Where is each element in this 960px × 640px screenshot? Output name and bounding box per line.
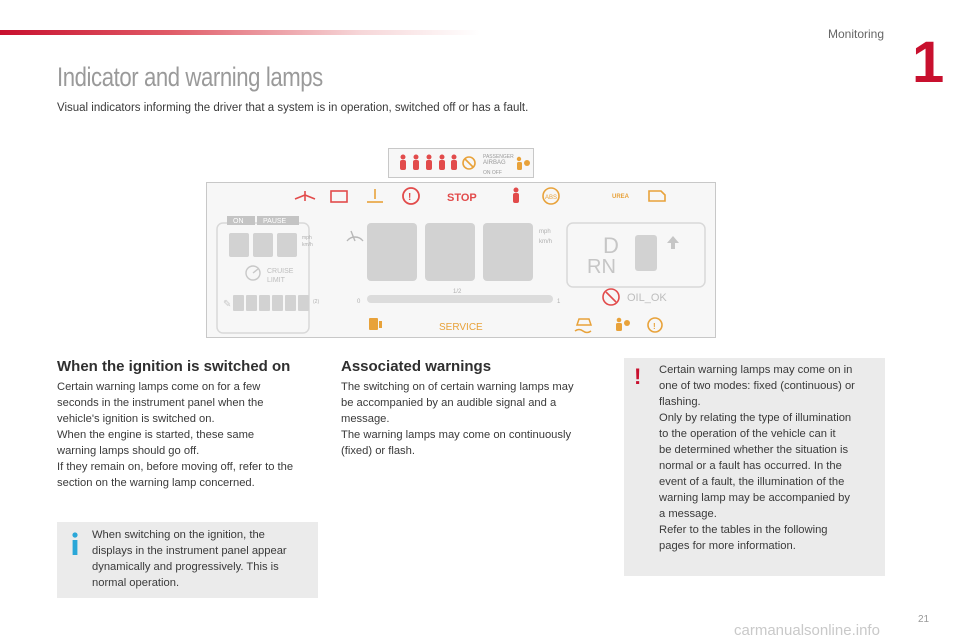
- urea-lamp: UREA: [612, 194, 630, 200]
- odometer-digits: [233, 295, 309, 311]
- stability-control-icon: [575, 319, 591, 333]
- abs-icon: [543, 188, 559, 204]
- parking-brake-icon: [603, 289, 619, 305]
- warning-line: Only by relating the type of illumination: [659, 412, 852, 424]
- associated-heading: Associated warnings: [341, 358, 492, 375]
- airbag-lamps-illustration: [389, 149, 535, 179]
- passenger-airbag-icon: [517, 157, 530, 170]
- svg-text:mph: mph: [302, 235, 312, 241]
- ignition-line: When the engine is started, these same: [57, 429, 255, 441]
- warning-line: be determined whether the situation is: [659, 444, 849, 456]
- pause-label: PAUSE: [263, 218, 287, 225]
- coolant-temperature-icon: [295, 191, 315, 201]
- warning-note-box: [624, 358, 885, 576]
- warning-line: pages for more information.: [659, 540, 796, 552]
- warning-line: to the operation of the vehicle can it: [659, 428, 836, 440]
- associated-line: message.: [341, 413, 390, 425]
- info-note-text: [92, 527, 314, 591]
- page-number: 21: [918, 614, 930, 625]
- ignition-heading: When the ignition is switched on: [57, 358, 291, 375]
- gear-shift-up-icon: [667, 236, 679, 249]
- intro-text: Visual indicators informing the driver that a system is in operation, switched off or has a fault.: [57, 102, 529, 114]
- svg-text:!: !: [408, 192, 412, 203]
- seatbelt-icon: [426, 155, 432, 171]
- ignition-line: warning lamps should go off.: [57, 445, 200, 457]
- svg-text:0: 0: [357, 299, 361, 305]
- header-accent-bar: [0, 30, 480, 35]
- ignition-line: Certain warning lamps come on for a few: [57, 381, 261, 393]
- warning-note-text: [659, 362, 881, 554]
- svg-text:km/h: km/h: [302, 242, 313, 248]
- associated-line: (fixed) or flash.: [341, 445, 415, 457]
- info-note-box: [57, 522, 318, 598]
- wrench-icon: ✎: [223, 299, 232, 310]
- info-line: dynamically and progressively. This is: [92, 561, 279, 573]
- warning-exclamation-icon: !: [634, 364, 642, 389]
- ignition-line: vehicle's ignition is switched on.: [57, 413, 215, 425]
- limit-label: LIMIT: [267, 277, 285, 284]
- stop-lamp: STOP: [447, 192, 477, 204]
- svg-text:1: 1: [557, 299, 561, 305]
- airbag-label-1: PASSENGER: [483, 154, 514, 160]
- speed-digits: [367, 223, 533, 281]
- wiper-icon: [347, 231, 363, 241]
- seat-belt-warning-icon: [513, 188, 519, 204]
- svg-text:ABS: ABS: [545, 195, 558, 201]
- airbag-fault-icon: [616, 318, 630, 331]
- warning-line: Certain warning lamps may come on in: [659, 364, 853, 376]
- airbag-onoff-label: ON OFF: [483, 170, 502, 176]
- page-title: Indicator and warning lamps: [57, 62, 323, 92]
- warning-line: a message.: [659, 508, 717, 520]
- ignition-line: section on the warning lamp concerned.: [57, 477, 255, 489]
- warning-line: warning lamp may be accompanied by: [659, 492, 850, 504]
- engine-fault-icon: [649, 191, 665, 201]
- chapter-number: 1: [912, 30, 945, 95]
- warning-line: normal or a fault has occurred. In the: [659, 460, 842, 472]
- fuel-gauge: [367, 295, 553, 303]
- brake-warning-icon: [403, 188, 419, 204]
- watermark: carmanualsonline.info: [734, 622, 880, 639]
- gear-d: D: [603, 233, 619, 258]
- instrument-cluster-illustration: [206, 182, 716, 338]
- svg-text:mph: mph: [539, 229, 551, 235]
- warning-line: one of two modes: fixed (continuous) or: [659, 380, 855, 392]
- seatbelt-icon: [413, 155, 419, 171]
- svg-text:!: !: [653, 322, 656, 331]
- airbag-label-2: AIRBAG: [483, 160, 506, 166]
- cluster-svg: [207, 183, 717, 339]
- tyre-pressure-icon: [648, 318, 662, 332]
- associated-line: be accompanied by an audible signal and a: [341, 397, 557, 409]
- battery-icon: [331, 191, 347, 202]
- svg-text:km/h: km/h: [539, 239, 553, 245]
- oil-ok-label: OIL_OK: [627, 292, 667, 304]
- associated-line: The warning lamps may come on continuously: [341, 429, 572, 441]
- service-lamp: SERVICE: [439, 322, 483, 333]
- airbag-off-icon: [463, 157, 475, 169]
- info-line: displays in the instrument panel appear: [92, 545, 287, 557]
- passenger-airbag-panel: [388, 148, 534, 178]
- speed-limiter-icon: [246, 266, 260, 280]
- section-title: Monitoring: [827, 27, 884, 41]
- svg-text:1/2: 1/2: [453, 289, 462, 295]
- gear-rn: RN: [587, 256, 616, 278]
- ignition-line: If they remain on, before moving off, refer to the: [57, 461, 294, 473]
- warning-line: event of a fault, the illumination of the: [659, 476, 845, 488]
- fuel-level-icon: [369, 318, 382, 330]
- associated-text: [341, 379, 611, 459]
- info-line: normal operation.: [92, 577, 180, 589]
- warning-line: flashing.: [659, 396, 701, 408]
- associated-line: The switching on of certain warning lamps may: [341, 381, 574, 393]
- cruise-label: CRUISE: [267, 268, 294, 275]
- oil-level-icon: [367, 189, 383, 202]
- ignition-text: [57, 379, 322, 491]
- info-line: When switching on the ignition, the: [92, 529, 265, 541]
- seatbelt-icon: [400, 155, 406, 171]
- ignition-line: seconds in the instrument panel when the: [57, 397, 264, 409]
- svg-text:(2): (2): [313, 299, 320, 305]
- cruise-speed-digits: [229, 233, 297, 257]
- seatbelt-icon: [451, 155, 457, 171]
- seatbelt-icon: [439, 155, 445, 171]
- info-icon: [69, 532, 81, 556]
- on-label: ON: [233, 218, 244, 225]
- warning-line: Refer to the tables in the following: [659, 524, 828, 536]
